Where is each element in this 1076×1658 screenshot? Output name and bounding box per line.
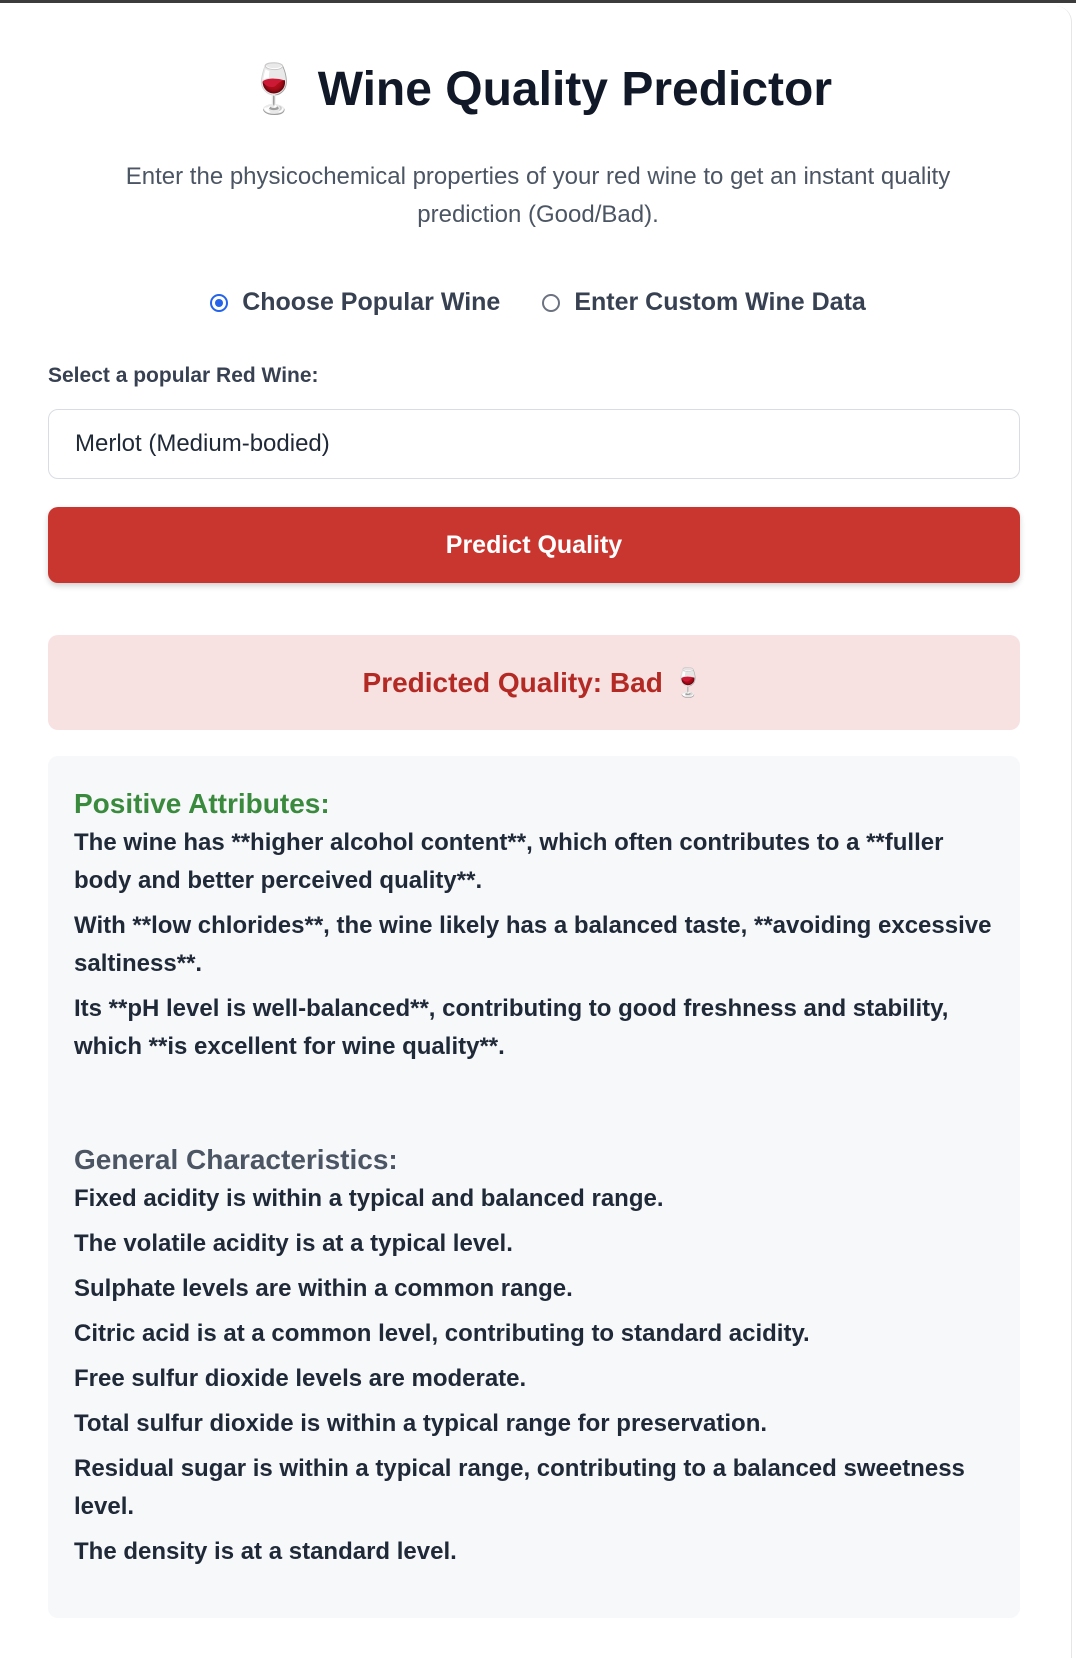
predict-quality-button[interactable]: Predict Quality xyxy=(48,507,1020,583)
general-characteristic-item: The volatile acidity is at a typical level. xyxy=(74,1230,513,1257)
wine-select-value: Merlot (Medium-bodied) xyxy=(75,430,330,457)
window-top-edge xyxy=(0,0,1076,3)
general-characteristic-item: Free sulfur dioxide levels are moderate. xyxy=(74,1365,527,1392)
general-characteristic-item: Residual sugar is within a typical range, contributing to a balanced sweetness level. xyxy=(74,1455,965,1520)
wine-glass-icon: 🍷 xyxy=(670,667,706,698)
prediction-result-text: Predicted Quality: Bad xyxy=(362,666,663,698)
mode-option-popular-label[interactable]: Choose Popular Wine xyxy=(242,288,501,316)
general-characteristic-item: Sulphate levels are within a common range. xyxy=(74,1275,573,1302)
general-characteristic-item: Citric acid is at a common level, contributing to standard acidity. xyxy=(74,1320,810,1347)
prediction-result xyxy=(48,635,1020,730)
page-title-text: Wine Quality Predictor xyxy=(317,63,833,116)
mode-option-custom[interactable] xyxy=(542,288,865,317)
positive-attribute-item: The wine has **higher alcohol content**, which often contributes to a **fuller body and better perceived quality**. xyxy=(74,829,944,894)
general-characteristic-item: Total sulfur dioxide is within a typical range for preservation. xyxy=(74,1410,768,1437)
wine-glass-icon: 🍷 xyxy=(243,63,304,116)
wine-select[interactable] xyxy=(48,409,1020,479)
general-characteristic-item: Fixed acidity is within a typical and balanced range. xyxy=(74,1185,664,1212)
radio-custom-icon[interactable] xyxy=(542,294,560,312)
mode-option-custom-label[interactable]: Enter Custom Wine Data xyxy=(574,288,866,316)
general-characteristics-heading: General Characteristics: xyxy=(74,1144,398,1175)
prediction-details xyxy=(48,756,1020,1618)
mode-option-popular[interactable] xyxy=(210,288,500,317)
general-characteristic-item: The density is at a standard level. xyxy=(74,1538,457,1565)
page-subtitle: Enter the physicochemical properties of your red wine to get an instant quality prediction (Good/Bad). xyxy=(125,163,951,228)
mode-selector xyxy=(0,288,1076,317)
main-card xyxy=(0,6,1072,1658)
wine-select-label: Select a popular Red Wine: xyxy=(48,364,319,387)
positive-attribute-item: With **low chlorides**, the wine likely has a balanced taste, **avoiding excessive saltiness**. xyxy=(74,912,992,977)
positive-attribute-item: Its **pH level is well-balanced**, contributing to good freshness and stability, which **is excellent for wine quality**. xyxy=(74,995,949,1060)
page-title xyxy=(0,56,1076,124)
positive-attributes-heading: Positive Attributes: xyxy=(74,788,330,819)
radio-popular-icon[interactable] xyxy=(210,294,228,312)
